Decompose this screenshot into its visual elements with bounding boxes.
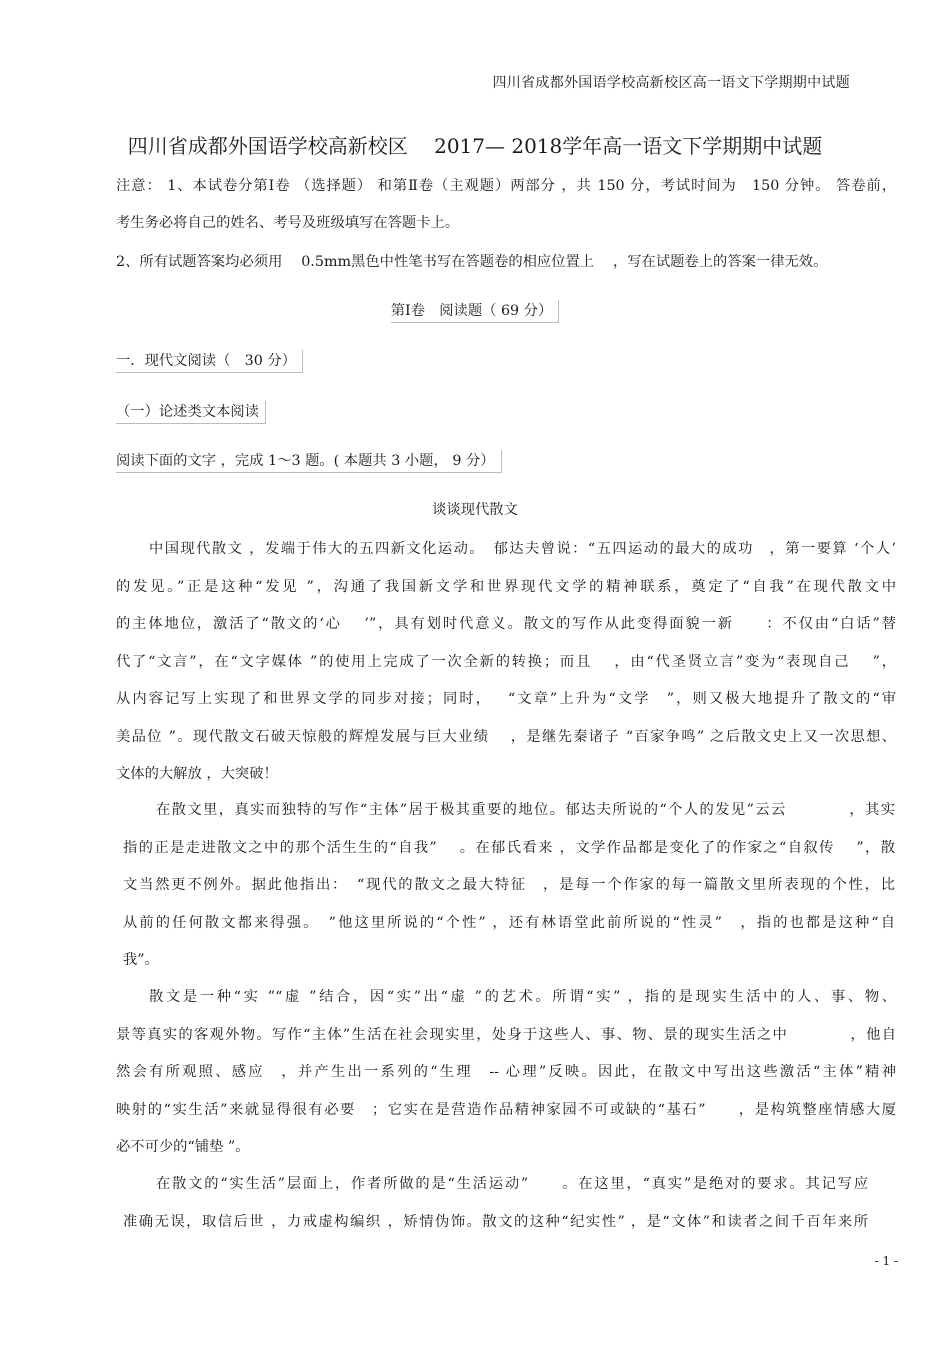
paragraph-line: 然会有所观照、感应 ，并产生出一系列的“生理 -- 心理”反映。因此，在散文中写出这些激活“主体”精神 (116, 1064, 896, 1080)
paragraph-line: 的主体地位，激活了“散文的‘心 ’”，具有划时代意义。散文的写作从此变得面貌一新 ：不仅由“白话”替 (116, 616, 896, 632)
paragraph-line: 散文是一种“实 ”“虚 ”结合，因“实”出“虚 ”的艺术。所谓“实” ，指的是现实生活中的人、事、物、 (149, 989, 896, 1005)
instruction-text: 阅读下面的文字 ，完成 1～3 题。( 本题共 3 小题， 9 分） (116, 450, 502, 473)
paragraph-line: 准确无误，取信后世 ，力戒虚构编织 ，矫情伪饰。散文的这种“纪实性” ，是“文体”和读者之间千百年来所 (123, 1213, 868, 1230)
paragraph-line: 从前的任何散文都来得强。 ”他这里所说的“个性” ，还有林语堂此前所说的“性灵” ，指的也都是这种“自 (123, 914, 895, 931)
exam-title: 四川省成都外国语学校高新校区 2017— 2018学年高一语文下学期期中试题 (127, 134, 823, 158)
paragraph-line: 在散文的“实生活”层面上，作者所做的是“生活运动” 。在这里，“真实”是绝对的要求。其记写应 (156, 1176, 868, 1192)
paragraph-line: 从内容记写上实现了和世界文学的同步对接；同时， “文章”上升为“文学 ”，则又极大地提升了散文的“审 (116, 691, 896, 707)
paragraph-line: 中国现代散文 ，发端于伟大的五四新文化运动。 郁达夫曾说：“五四运动的最大的成功 ，第一要算 ‘个人’ (149, 541, 896, 557)
article-paragraph-1 (116, 537, 896, 800)
article-title: 谈谈现代散文 (432, 502, 518, 518)
article-paragraph-4 (123, 1172, 868, 1247)
paragraph-line: 美品位 ”。现代散文石破天惊般的辉煌发展与巨大业绩 ，是继先秦诸子 “百家争鸣” 之后散文史上又一次思想、 (116, 728, 896, 745)
notice-line-3: 2、所有试题答案均必须用 0.5mm黑色中性笔书写在答题卷的相应位置上 ，写在试题卷上的答案一律无效。 (116, 254, 828, 270)
paragraph-line: 我”。 (123, 952, 159, 968)
sub-one-heading (116, 401, 266, 424)
paragraph-line: 的发见。”正是这种“发见 ”，沟通了我国新文学和世界现代文学的精神联系，奠定了“自我”在现代散文中 (116, 578, 896, 595)
page-number: - 1 - (874, 1254, 898, 1268)
paragraph-line: 必不可少的“铺垫 ”。 (116, 1139, 250, 1155)
paragraph-line: 代了“文言”，在“文字媒体 ”的使用上完成了一次全新的转换；而且 ，由“代圣贤立言”变为“表现自己 ”， (116, 653, 896, 670)
article-paragraph-3 (116, 985, 896, 1173)
part-one-text: 一．现代文阅读（ 30 分） (116, 350, 303, 373)
article-paragraph-2 (123, 798, 895, 986)
sub-one-text: （一）论述类文本阅读 (116, 401, 266, 424)
paragraph-line: 映射的“实生活”来就显得很有必要 ；它实在是营造作品精神家园不可或缺的“基石” ，是构筑整座情感大厦 (116, 1101, 896, 1118)
part-one-heading (116, 350, 303, 373)
instruction-line (116, 450, 502, 473)
paragraph-line: 指的正是走进散文之中的那个活生生的“自我” 。在郁氏看来 ，文学作品都是变化了的作家之“自叙传 ”，散 (123, 839, 895, 856)
paragraph-line: 文当然更不例外。据此他指出： “现代的散文之最大特征 ，是每一个作家的每一篇散文里所表现的个性，比 (123, 877, 895, 893)
paragraph-line: 景等真实的客观外物。写作“主体”生活在社会现实里，处身于这些人、事、物、景的现实生活之中 ，他自 (116, 1026, 896, 1043)
running-header: 四川省成都外国语学校高新校区高一语文下学期期中试题 (492, 75, 850, 91)
notice-line-2: 考生务必将自己的姓名、考号及班级填写在答题卡上。 (116, 215, 460, 231)
section-title-text: 第Ⅰ卷 阅读题（ 69 分） (391, 300, 560, 323)
paragraph-line: 文体的大解放 ，大突破！ (116, 766, 278, 782)
section-title (0, 300, 950, 323)
notice-line-1: 注意： 1、本试卷分第Ⅰ卷 （选择题） 和第Ⅱ卷（主观题）两部分 ，共 150 分，考试时间为 150 分钟。 答卷前， (116, 178, 896, 194)
paragraph-line: 在散文里，真实而独特的写作“主体”居于极其重要的地位。郁达夫所说的“个人的发见”云云 ，其实 (156, 802, 895, 818)
